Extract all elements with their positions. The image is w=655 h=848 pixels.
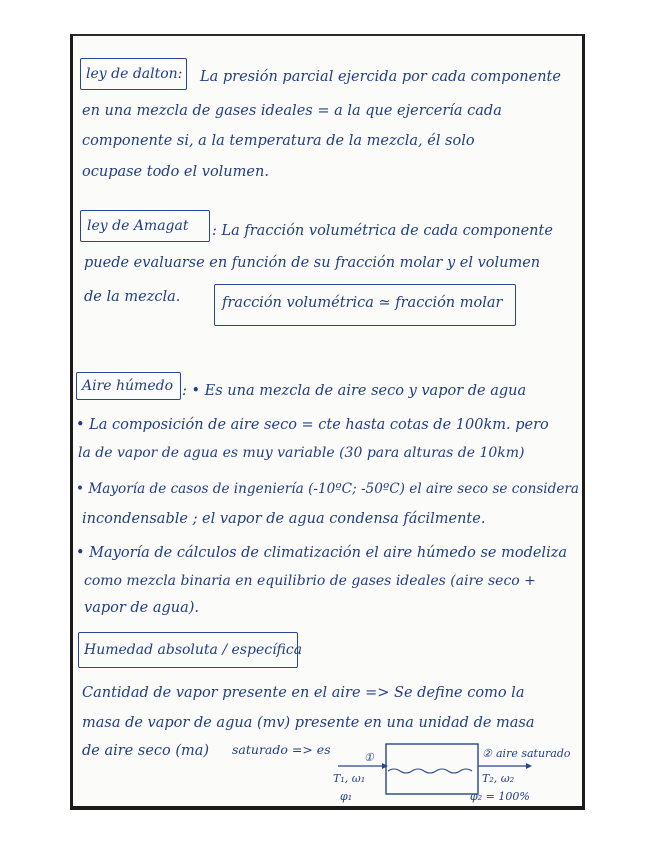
dalton-line-4: ocupase todo el volumen. [82,164,269,180]
dalton-line-1: La presión parcial ejercida por cada componente [200,69,561,85]
aire-title: Aire húmedo [82,378,173,394]
amagat-line-2: puede evaluarse en función de su fracción molar y el volumen [84,255,541,271]
water-surface [388,769,472,773]
outlet-label: aire saturado [496,747,571,760]
aire-bullet-3-line-3: vapor de agua). [84,600,200,616]
aire-intro: : • Es una mezcla de aire seco y vapor de agua [182,383,527,399]
aire-bullet-3-line-2: como mezcla binaria en equilibrio de gases ideales (aire seco + [84,573,536,589]
humedad-tail: saturado => es [232,742,331,757]
aire-bullet-1-line-1: • La composición de aire seco = cte hasta cotas de 100km. pero [76,417,549,433]
amagat-line-3: de la mezcla. [84,289,181,305]
aire-bullet-3-line-1: • Mayoría de cálculos de climatización el aire húmedo se modeliza [76,545,567,561]
amagat-formula: fracción volumétrica ≃ fracción molar [222,295,503,311]
dalton-line-2: en una mezcla de gases ideales = a la que ejercería cada [82,103,502,119]
aire-bullet-1-line-2: la de vapor de agua es muy variable (30 para alturas de 10km) [78,445,525,461]
humedad-title: Humedad absoluta / específica [84,642,303,658]
humedad-line-2: masa de vapor de agua (mv) presente en una unidad de masa [82,715,535,731]
humedad-line-1: Cantidad de vapor presente en el aire => Se define como la [82,685,525,701]
outlet-state: T₂, ω₂ [482,772,515,785]
inlet-arrowhead [382,763,388,769]
amagat-line-1: : La fracción volumétrica de cada componente [212,223,553,239]
outlet-phi: φ₂ = 100% [470,790,530,803]
outlet-marker: ② [482,747,492,760]
dalton-title: ley de dalton: [86,66,183,82]
dalton-line-3: componente si, a la temperatura de la mezcla, él solo [82,133,475,149]
amagat-title: ley de Amagat [87,218,189,234]
humedad-line-3: de aire seco (ma) [82,743,210,759]
inlet-state: T₁, ω₁ [333,772,366,785]
aire-bullet-2-line-1: • Mayoría de casos de ingeniería (-10ºC; -50ºC) el aire seco se considera [76,481,580,497]
inlet-marker: ① [364,751,374,764]
aire-bullet-2-line-2: incondensable ; el vapor de agua condensa fácilmente. [82,511,486,527]
inlet-phi: φ₁ [340,790,353,803]
